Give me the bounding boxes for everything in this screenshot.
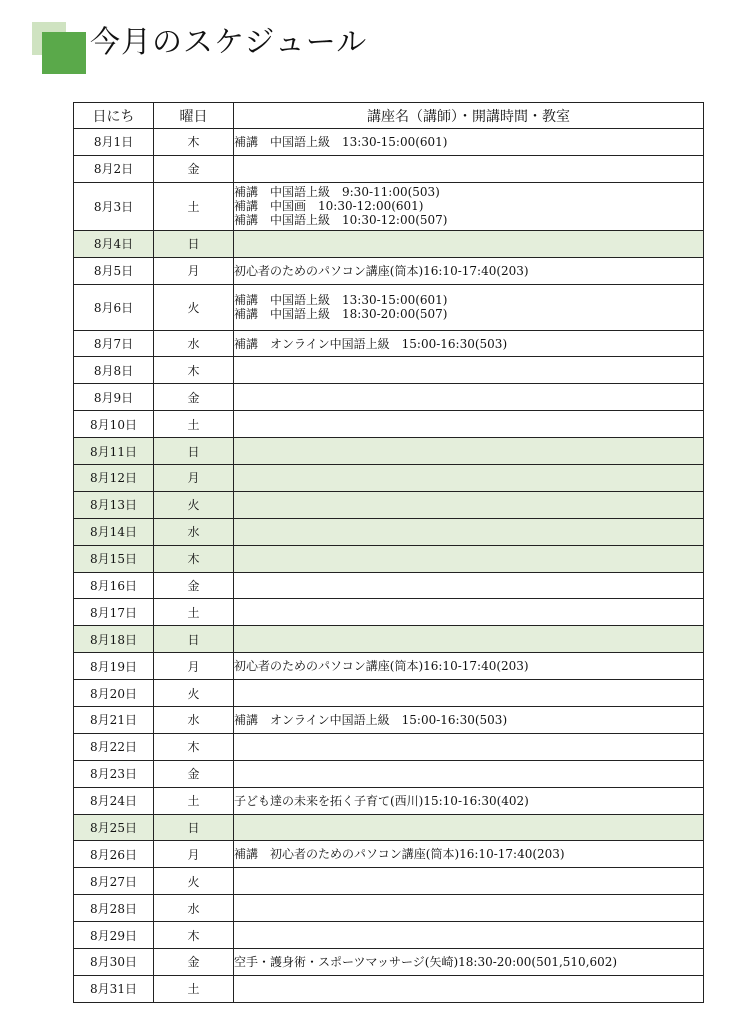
- table-row: [74, 330, 704, 357]
- course-cell: [234, 438, 704, 465]
- course-cell: [234, 230, 704, 257]
- date-cell: 8月15日: [74, 545, 154, 572]
- course-entry: 補講 中国語上級 13:30-15:00(601): [234, 134, 448, 149]
- table-row: [74, 975, 704, 1002]
- course-cell: [234, 572, 704, 599]
- course-entry: 空手・護身術・スポーツマッサージ(矢崎)18:30-20:00(501,510,602): [234, 954, 618, 969]
- table-row: [74, 518, 704, 545]
- day-cell: 金: [154, 155, 234, 182]
- course-cell: [234, 814, 704, 841]
- day-cell: 月: [154, 841, 234, 868]
- date-cell: 8月31日: [74, 975, 154, 1002]
- date-cell: 8月30日: [74, 949, 154, 976]
- course-cell: [234, 411, 704, 438]
- day-cell: 金: [154, 760, 234, 787]
- day-cell: 月: [154, 653, 234, 680]
- course-cell: [234, 760, 704, 787]
- course-cell: [234, 330, 704, 357]
- course-cell: [234, 975, 704, 1002]
- course-cell: [234, 787, 704, 814]
- course-entry: 補講 オンライン中国語上級 15:00-16:30(503): [234, 336, 508, 351]
- table-row: [74, 384, 704, 411]
- date-cell: 8月7日: [74, 330, 154, 357]
- day-cell: 木: [154, 733, 234, 760]
- date-cell: 8月25日: [74, 814, 154, 841]
- day-cell: 火: [154, 491, 234, 518]
- day-cell: 日: [154, 814, 234, 841]
- course-cell: [234, 357, 704, 384]
- date-cell: 8月28日: [74, 895, 154, 922]
- course-cell: [234, 841, 704, 868]
- course-cell: [234, 733, 704, 760]
- date-cell: 8月3日: [74, 182, 154, 230]
- table-row: [74, 491, 704, 518]
- course-cell: [234, 599, 704, 626]
- day-cell: 木: [154, 129, 234, 156]
- course-entry: 補講 オンライン中国語上級 15:00-16:30(503): [234, 712, 508, 727]
- table-row: [74, 626, 704, 653]
- day-cell: 水: [154, 895, 234, 922]
- day-cell: 土: [154, 182, 234, 230]
- course-entry: 補講 中国語上級 13:30-15:00(601): [234, 293, 448, 308]
- table-row: [74, 653, 704, 680]
- date-cell: 8月11日: [74, 438, 154, 465]
- day-cell: 木: [154, 545, 234, 572]
- page-title: 今月のスケジュール: [90, 25, 368, 60]
- date-cell: 8月29日: [74, 922, 154, 949]
- date-cell: 8月23日: [74, 760, 154, 787]
- table-row: [74, 733, 704, 760]
- table-row: [74, 545, 704, 572]
- table-row: [74, 182, 704, 230]
- course-cell: [234, 465, 704, 492]
- table-row: [74, 841, 704, 868]
- day-cell: 金: [154, 949, 234, 976]
- date-cell: 8月2日: [74, 155, 154, 182]
- date-cell: 8月16日: [74, 572, 154, 599]
- course-cell: [234, 626, 704, 653]
- table-row: [74, 680, 704, 707]
- date-cell: 8月22日: [74, 733, 154, 760]
- course-cell: [234, 707, 704, 734]
- day-cell: 日: [154, 438, 234, 465]
- course-entry: 補講 中国語上級 9:30-11:00(503): [234, 185, 440, 200]
- course-entry: 補講 中国語上級 18:30-20:00(507): [234, 307, 448, 322]
- course-cell: [234, 653, 704, 680]
- course-cell: [234, 922, 704, 949]
- date-cell: 8月24日: [74, 787, 154, 814]
- course-entry: 補講 初心者のためのパソコン講座(筒本)16:10-17:40(203): [234, 847, 565, 862]
- date-cell: 8月20日: [74, 680, 154, 707]
- day-cell: 土: [154, 599, 234, 626]
- course-entry: 補講 中国画 10:30-12:00(601): [234, 199, 424, 214]
- course-cell: [234, 284, 704, 330]
- course-cell: [234, 868, 704, 895]
- course-cell: [234, 257, 704, 284]
- day-cell: 火: [154, 868, 234, 895]
- table-row: [74, 599, 704, 626]
- table-row: [74, 572, 704, 599]
- header-course: 講座名（講師）・開講時間・教室: [234, 103, 704, 129]
- table-row: [74, 814, 704, 841]
- date-cell: 8月1日: [74, 129, 154, 156]
- table-row: [74, 465, 704, 492]
- date-cell: 8月19日: [74, 653, 154, 680]
- day-cell: 日: [154, 626, 234, 653]
- day-cell: 土: [154, 787, 234, 814]
- date-cell: 8月6日: [74, 284, 154, 330]
- course-entry: 補講 中国語上級 10:30-12:00(507): [234, 213, 448, 228]
- course-entry: 初心者のためのパソコン講座(筒本)16:10-17:40(203): [234, 659, 529, 674]
- table-row: [74, 284, 704, 330]
- table-row: [74, 922, 704, 949]
- day-cell: 金: [154, 572, 234, 599]
- day-cell: 水: [154, 330, 234, 357]
- day-cell: 月: [154, 465, 234, 492]
- date-cell: 8月4日: [74, 230, 154, 257]
- course-cell: [234, 949, 704, 976]
- course-cell: [234, 384, 704, 411]
- day-cell: 日: [154, 230, 234, 257]
- day-cell: 木: [154, 922, 234, 949]
- table-row: [74, 129, 704, 156]
- table-row: [74, 438, 704, 465]
- table-row: [74, 707, 704, 734]
- date-cell: 8月17日: [74, 599, 154, 626]
- course-entry: 子ども達の未来を拓く子育て(西川)15:10-16:30(402): [234, 793, 529, 808]
- day-cell: 土: [154, 411, 234, 438]
- course-cell: [234, 182, 704, 230]
- date-cell: 8月12日: [74, 465, 154, 492]
- course-cell: [234, 895, 704, 922]
- day-cell: 月: [154, 257, 234, 284]
- logo-square-dark: [42, 32, 86, 74]
- table-row: [74, 760, 704, 787]
- course-cell: [234, 155, 704, 182]
- date-cell: 8月8日: [74, 357, 154, 384]
- table-row: [74, 230, 704, 257]
- day-cell: 金: [154, 384, 234, 411]
- course-cell: [234, 680, 704, 707]
- table-row: [74, 787, 704, 814]
- day-cell: 火: [154, 284, 234, 330]
- date-cell: 8月5日: [74, 257, 154, 284]
- title-logo: [32, 22, 86, 74]
- table-row: [74, 357, 704, 384]
- header-day: 曜日: [154, 103, 234, 129]
- course-entry: 初心者のためのパソコン講座(筒本)16:10-17:40(203): [234, 263, 529, 278]
- table-header-row: [74, 103, 704, 129]
- date-cell: 8月21日: [74, 707, 154, 734]
- day-cell: 水: [154, 707, 234, 734]
- day-cell: 火: [154, 680, 234, 707]
- date-cell: 8月18日: [74, 626, 154, 653]
- schedule-body: [74, 129, 704, 1003]
- table-row: [74, 155, 704, 182]
- course-cell: [234, 545, 704, 572]
- course-cell: [234, 518, 704, 545]
- header-date: 日にち: [74, 103, 154, 129]
- date-cell: 8月13日: [74, 491, 154, 518]
- table-row: [74, 411, 704, 438]
- date-cell: 8月27日: [74, 868, 154, 895]
- day-cell: 土: [154, 975, 234, 1002]
- date-cell: 8月26日: [74, 841, 154, 868]
- course-cell: [234, 129, 704, 156]
- schedule-table: [73, 102, 704, 1003]
- course-cell: [234, 491, 704, 518]
- date-cell: 8月10日: [74, 411, 154, 438]
- day-cell: 水: [154, 518, 234, 545]
- table-row: [74, 868, 704, 895]
- table-row: [74, 895, 704, 922]
- date-cell: 8月9日: [74, 384, 154, 411]
- date-cell: 8月14日: [74, 518, 154, 545]
- day-cell: 木: [154, 357, 234, 384]
- table-row: [74, 949, 704, 976]
- table-row: [74, 257, 704, 284]
